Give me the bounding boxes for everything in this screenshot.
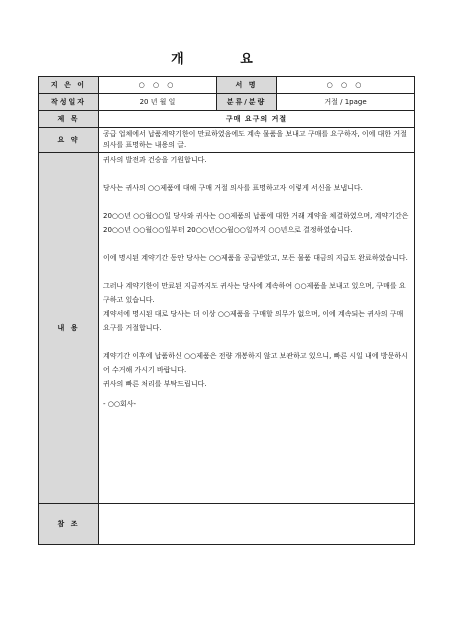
reference-label: 참 조 — [39, 504, 99, 545]
content-paragraph: 그러나 계약기한이 만료된 지금까지도 귀사는 당사에 계속하여 ○○제품을 보내고 있으며, 구매를 요구하고 있습니다. — [103, 282, 406, 304]
content-label: 내 용 — [39, 153, 99, 504]
content-paragraph: 계약서에 명시된 대로 당사는 더 이상 ○○제품을 구매할 의무가 없으며, 이에 계속되는 귀사의 구매 요구를 거절합니다. — [103, 310, 404, 332]
author-row — [39, 77, 415, 94]
date-label: 작성일자 — [39, 94, 99, 111]
summary-row — [39, 128, 415, 153]
summary-form-table — [38, 76, 415, 545]
content-paragraph: 귀사의 발전과 건승을 기원합니다. — [103, 156, 207, 164]
category-label: 분류/분량 — [217, 94, 277, 111]
document-title: 개 요 — [171, 52, 279, 67]
summary-label: 요 약 — [39, 128, 99, 153]
reference-value[interactable] — [99, 504, 415, 545]
content-paragraph: 20○○년 ○○월○○일 당사와 귀사는 ○○제품의 납품에 대한 거래 계약을 체결하였으며, 계약기간은 20○○년 ○○월○○일부터 20○○년○○월○○일까지 ○○년으로 결정하였습니다. — [103, 212, 409, 234]
subject-row — [39, 111, 415, 128]
signature-label: 서 명 — [217, 77, 277, 94]
date-row — [39, 94, 415, 111]
content-paragraph: 귀사의 빠른 처리를 부탁드립니다. — [103, 380, 207, 388]
content-body[interactable] — [99, 153, 415, 504]
signature-value[interactable]: ○ ○ ○ — [277, 77, 415, 94]
subject-label: 제 목 — [39, 111, 99, 128]
date-value[interactable]: 20 년 월 일 — [99, 94, 217, 111]
author-label: 지 은 이 — [39, 77, 99, 94]
content-paragraph: 이에 명시된 계약기간 동안 당사는 ○○제품을 공급받았고, 모든 물품 대금의 지급도 완료하였습니다. — [103, 254, 408, 262]
subject-value[interactable]: 구매 요구의 거절 — [99, 111, 415, 128]
category-value[interactable]: 거절 / 1page — [277, 94, 415, 111]
reference-row — [39, 504, 415, 545]
content-paragraph: 계약기간 이후에 납품하신 ○○제품은 전량 개봉하지 않고 보관하고 있으니, 빠른 시일 내에 방문하시어 수거해 가시기 바랍니다. — [103, 352, 408, 374]
company-signoff: - ○○회사- — [103, 400, 137, 408]
author-value[interactable]: ○ ○ ○ — [99, 77, 217, 94]
content-row — [39, 153, 415, 504]
summary-value[interactable]: 공급 업체에서 납품계약기한이 만료하였음에도 계속 물품을 보내고 구매를 요구하자, 이에 대한 거절 의사를 표명하는 내용의 글. — [99, 128, 415, 153]
content-paragraph: 당사는 귀사의 ○○제품에 대해 구매 거절 의사를 표명하고자 이렇게 서신을 보냅니다. — [103, 184, 363, 192]
